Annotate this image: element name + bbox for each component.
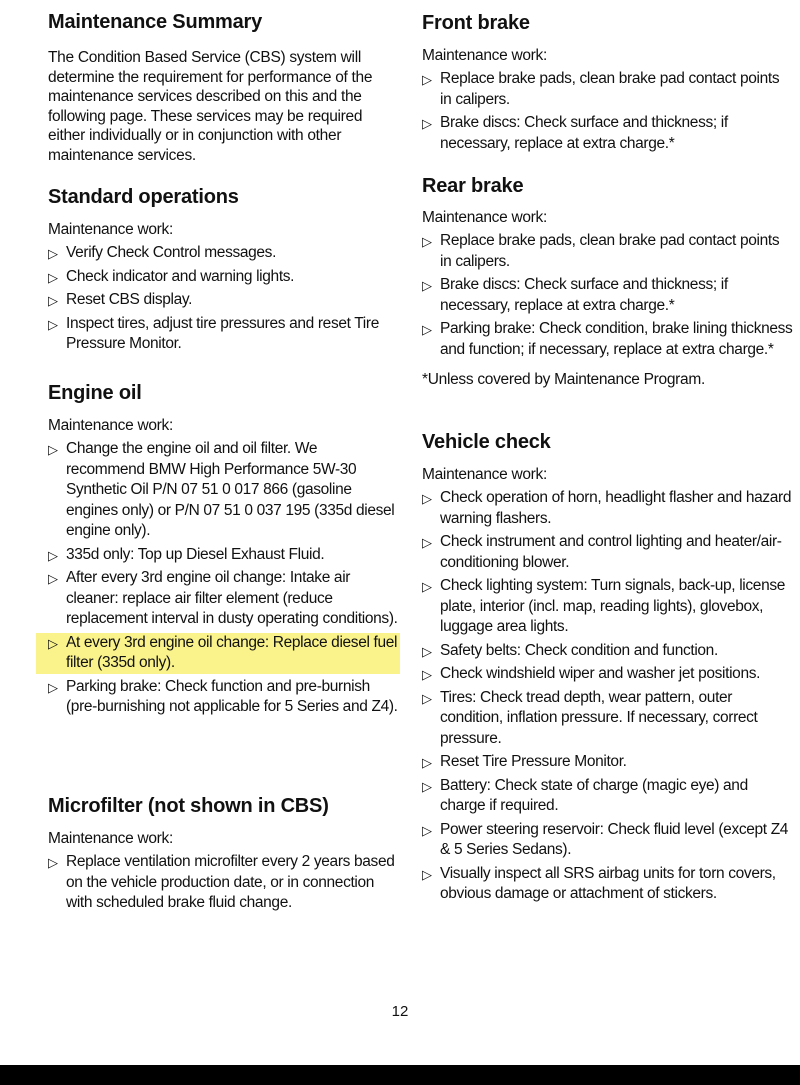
list-item-text: Safety belts: Check condition and function.	[440, 641, 718, 659]
section-title: Engine oil	[48, 382, 142, 404]
standard-list	[48, 243, 398, 355]
list-item	[48, 439, 398, 542]
list-item	[422, 864, 794, 905]
list-item-text: Parking brake: Check condition, brake lining thickness and function; if necessary, replace at extra charge.*	[440, 320, 793, 358]
list-item-text: 335d only: Top up Diesel Exhaust Fluid.	[66, 545, 325, 563]
bullet-triangle-icon: ▷	[422, 822, 432, 838]
list-item	[422, 752, 794, 773]
summary-text: The Condition Based Service (CBS) system will determine the requirement for performance of the maintenance services described on this and the following page. These services may be required either individually or in conjunction with other maintenance services.	[48, 49, 373, 164]
bullet-triangle-icon: ▷	[422, 643, 432, 659]
list-item-text: Parking brake: Check function and pre-burnish (pre-burnishing not applicable for 5 Series and Z4).	[66, 677, 398, 715]
maintenance-work-label: Maintenance work:	[422, 47, 547, 64]
section-engine-oil	[48, 381, 398, 718]
bullet-triangle-icon: ▷	[422, 535, 432, 550]
list-item-text: Check lighting system: Turn signals, back-up, license plate, interior (incl. map, reading lights), glovebox, luggage area lights.	[440, 577, 786, 635]
list-item	[422, 319, 794, 360]
section-title: Maintenance Summary	[48, 11, 263, 33]
list-item	[422, 488, 794, 529]
bullet-triangle-icon: ▷	[48, 635, 58, 651]
bullet-triangle-icon: ▷	[422, 667, 432, 682]
bullet-triangle-icon: ▷	[48, 316, 58, 332]
section-title: Vehicle check	[422, 431, 551, 453]
list-item	[48, 545, 398, 566]
list-item-text: Inspect tires, adjust tire pressures and reset Tire Pressure Monitor.	[66, 314, 379, 352]
section-front-brake	[422, 11, 794, 154]
list-item-text: Verify Check Control messages.	[66, 244, 277, 261]
list-item	[422, 664, 794, 685]
vehicle-check-list	[422, 488, 794, 905]
rear-brake-list	[422, 231, 794, 360]
list-item-text: Check indicator and warning lights.	[66, 267, 295, 285]
section-title: Rear brake	[422, 175, 524, 197]
microfilter-list	[48, 852, 398, 914]
list-item-text: Replace ventilation microfilter every 2 years based on the vehicle production date, or in connection with scheduled brake fluid change.	[66, 853, 395, 911]
maintenance-work-label: Maintenance work:	[48, 830, 173, 847]
footnote: *Unless covered by Maintenance Program.	[422, 371, 705, 388]
list-item-text: Battery: Check state of charge (magic eye) and charge if required.	[440, 776, 748, 814]
list-item-text: Brake discs: Check surface and thickness; if necessary, replace at extra charge.*	[440, 114, 728, 152]
list-item	[422, 113, 794, 154]
list-item-text: Check windshield wiper and washer jet positions.	[440, 665, 761, 682]
bullet-triangle-icon: ▷	[422, 116, 432, 131]
list-item-text: Visually inspect all SRS airbag units for torn covers, obvious damage or attachment of stickers.	[440, 864, 776, 902]
list-item	[422, 231, 794, 272]
front-brake-list	[422, 69, 794, 154]
bullet-triangle-icon: ▷	[48, 442, 58, 457]
section-microfilter	[48, 794, 398, 914]
list-item-text: Brake discs: Check surface and thickness; if necessary, replace at extra charge.*	[440, 276, 728, 314]
bullet-triangle-icon: ▷	[422, 690, 432, 706]
list-item-text: Tires: Check tread depth, wear pattern, outer condition, inflation pressure. If necessary, correct pressure.	[440, 688, 758, 747]
list-item-text: Reset Tire Pressure Monitor.	[440, 753, 627, 770]
list-item	[48, 243, 398, 264]
bullet-triangle-icon: ▷	[48, 855, 58, 870]
list-item	[48, 290, 398, 311]
bullet-triangle-icon: ▷	[422, 866, 432, 882]
list-item-text: Change the engine oil and oil filter. We recommend BMW High Performance 5W-30 Synthetic Oil P/N 07 51 0 017 866 (gasoline engines only) or P/N 07 51 0 037 195 (335d diesel engine only).	[66, 440, 395, 539]
section-vehicle-check	[422, 430, 794, 905]
maintenance-work-label: Maintenance work:	[422, 466, 547, 483]
page-number: 12	[391, 1003, 409, 1020]
section-standard-operations	[48, 185, 398, 355]
list-item	[422, 532, 794, 573]
list-item-text: Check instrument and control lighting and heater/air-conditioning blower.	[440, 533, 782, 571]
list-item	[422, 576, 794, 638]
section-title: Front brake	[422, 12, 530, 34]
engine-oil-list	[48, 439, 398, 718]
list-item	[48, 314, 398, 355]
section-maintenance-summary	[48, 10, 398, 165]
maintenance-work-label: Maintenance work:	[422, 209, 547, 226]
bullet-triangle-icon: ▷	[422, 322, 432, 337]
bullet-triangle-icon: ▷	[48, 269, 58, 285]
bullet-triangle-icon: ▷	[422, 755, 432, 770]
maintenance-work-label: Maintenance work:	[48, 417, 173, 434]
maintenance-work-label: Maintenance work:	[48, 221, 173, 238]
bullet-triangle-icon: ▷	[48, 571, 58, 586]
bottom-edge-bar	[0, 1065, 800, 1085]
bullet-triangle-icon: ▷	[48, 246, 58, 261]
list-item-text: Check operation of horn, headlight flasher and hazard warning flashers.	[440, 489, 792, 527]
list-item-text: Replace brake pads, clean brake pad contact points in calipers.	[440, 70, 780, 108]
list-item	[422, 69, 794, 110]
list-item-text: Reset CBS display.	[66, 291, 193, 308]
list-item	[422, 275, 794, 316]
bullet-triangle-icon: ▷	[422, 491, 432, 506]
list-item	[422, 820, 794, 861]
bullet-triangle-icon: ▷	[422, 72, 432, 87]
bullet-triangle-icon: ▷	[422, 778, 432, 794]
list-item-text: Power steering reservoir: Check fluid level (except Z4 & 5 Series Sedans).	[440, 820, 789, 858]
list-item	[48, 568, 398, 630]
bullet-triangle-icon: ▷	[422, 278, 432, 293]
list-item	[422, 688, 794, 750]
bullet-triangle-icon: ▷	[48, 547, 58, 563]
list-item	[48, 852, 398, 914]
list-item	[422, 776, 794, 817]
bullet-triangle-icon: ▷	[422, 234, 432, 249]
list-item-text: At every 3rd engine oil change: Replace diesel fuel filter (335d only).	[66, 633, 398, 671]
list-item	[48, 267, 398, 288]
list-item	[422, 641, 794, 662]
list-item-text: Replace brake pads, clean brake pad contact points in calipers.	[440, 232, 780, 270]
bullet-triangle-icon: ▷	[48, 679, 58, 695]
list-item-text: After every 3rd engine oil change: Intake air cleaner: replace air filter element (reduce replacement interval in dusty operating conditions).	[66, 569, 398, 627]
list-item	[48, 677, 398, 718]
bullet-triangle-icon: ▷	[48, 293, 58, 308]
section-title: Standard operations	[48, 186, 239, 208]
highlighted-list-item	[36, 633, 400, 674]
section-rear-brake	[422, 174, 794, 390]
bullet-triangle-icon: ▷	[422, 579, 432, 594]
section-title: Microfilter (not shown in CBS)	[48, 795, 329, 817]
